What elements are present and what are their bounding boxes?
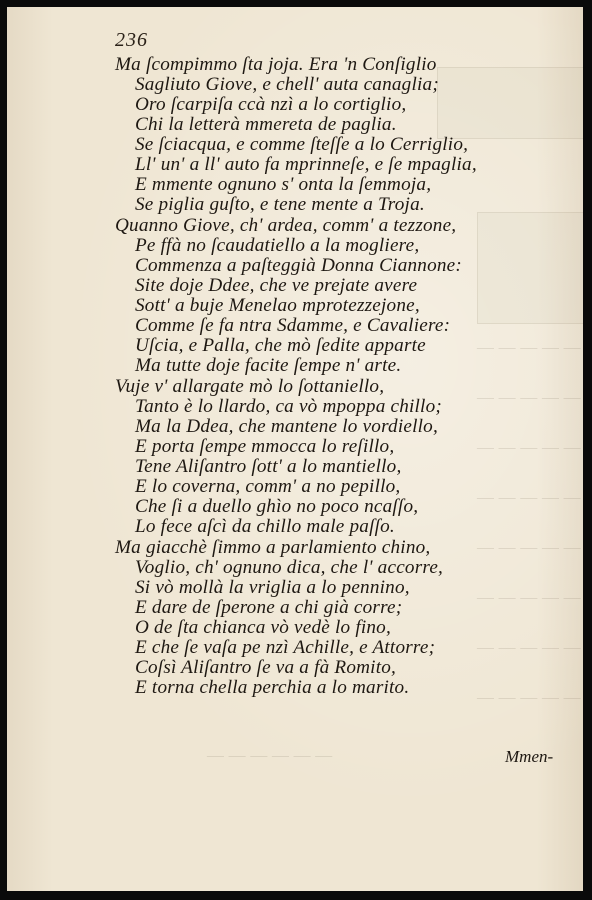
show-through-text: — — — — — <box>477 687 581 708</box>
book-page <box>7 7 583 891</box>
poem-line: Ll' un' a ll' auto fa mprinneſe, e ſe mpaglia, <box>135 154 477 175</box>
poem-line: Se ſciacqua, e comme ſteſſe a lo Cerriglio, <box>135 134 469 155</box>
poem-line: O de ſta chianca vò vedè lo fino, <box>135 617 391 638</box>
poem-line: E lo coverna, comm' a no pepillo, <box>135 476 401 497</box>
poem-line: Ma la Ddea, che mantene lo vordiello, <box>135 416 438 437</box>
catchword: Mmen- <box>505 747 554 766</box>
poem-line: Uſcia, e Palla, che mò ſedite apparte <box>135 335 426 356</box>
poem-line: Ma ſcompimmo ſta joja. Era 'n Conſiglio <box>115 54 437 75</box>
poem-line: Che ſi a duello ghìo no poco ncaſſo, <box>135 496 419 517</box>
poem-line: Voglio, ch' ognuno dica, che l' accorre, <box>135 557 444 578</box>
poem-line: E mmente ognuno s' onta la ſemmoja, <box>135 174 432 195</box>
show-through-text: — — — — — <box>477 587 581 608</box>
poem-line: Se piglia guſto, e tene mente a Troja. <box>135 194 425 215</box>
poem-line: Pe ffà no ſcaudatiello a la mogliere, <box>135 235 420 256</box>
show-through-text: — — — — — <box>477 337 581 358</box>
show-through-text: — — — — — <box>477 437 581 458</box>
poem-line: Quanno Giove, ch' ardea, comm' a tezzone, <box>115 215 457 236</box>
poem-line: Sagliuto Giove, e chell' auta canaglia; <box>135 74 439 95</box>
poem-line: Coſsì Aliſantro ſe va a fà Romito, <box>135 657 397 678</box>
show-through-text: — — — — — <box>477 487 581 508</box>
poem-line: Tanto è lo llardo, ca vò mpoppa chillo; <box>135 396 442 417</box>
poem-line: E torna chella perchia a lo marito. <box>135 677 410 698</box>
poem-line: E dare de ſperone a chi già corre; <box>135 597 403 618</box>
show-through-text: — — — — — <box>477 537 581 558</box>
poem-line: Ma tutte doje facite ſempe n' arte. <box>135 355 402 376</box>
poem-line: Site doje Ddee, che ve prejate avere <box>135 275 418 296</box>
show-through-text: — — — — — — <box>207 745 333 766</box>
poem-line: E che ſe vaſa pe nzì Achille, e Attorre; <box>135 637 436 658</box>
poem-line: Commenza a paſteggià Donna Ciannone: <box>135 255 462 276</box>
poem-line: Comme ſe fa ntra Sdamme, e Cavaliere: <box>135 315 451 336</box>
show-through-text: — — — — — <box>477 387 581 408</box>
show-through-header-band <box>437 67 583 139</box>
show-through-ornament <box>477 212 583 324</box>
poem-line: Oro ſcarpiſa ccà nzì a lo cortiglio, <box>135 94 407 115</box>
show-through-text: — — — — — <box>477 637 581 658</box>
poem-line: Sott' a buje Menelao mprotezzejone, <box>135 295 420 316</box>
poem-line: Chi la letterà mmereta de paglia. <box>135 114 397 135</box>
poem-line: Si vò mollà la vriglia a lo pennino, <box>135 577 410 598</box>
poem-line: E porta ſempe mmocca lo reſillo, <box>135 436 395 457</box>
poem-line: Vuje v' allargate mò lo ſottaniello, <box>115 376 385 397</box>
poem-line: Ma giacchè ſimmo a parlamiento chino, <box>115 537 431 558</box>
poem-line: Tene Aliſantro ſott' a lo mantiello, <box>135 456 402 477</box>
page-number: 236 <box>115 29 148 51</box>
poem-line: Lo fece aſcì da chillo male paſſo. <box>135 516 395 537</box>
